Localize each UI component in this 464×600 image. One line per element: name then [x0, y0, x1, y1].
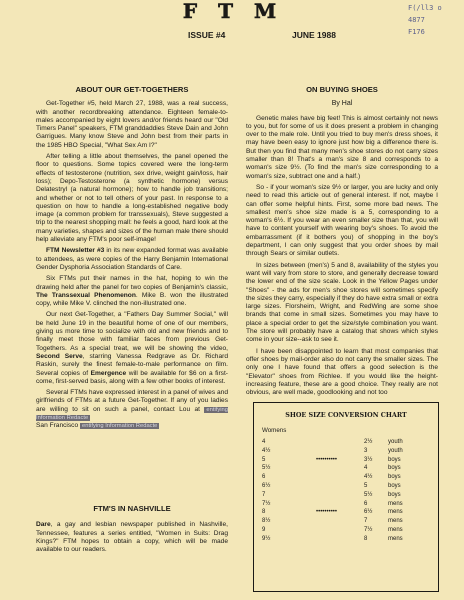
article-heading-shoes: ON BUYING SHOES [306, 85, 378, 94]
chart-column-head: Womens [262, 427, 287, 434]
chart-cell-m: 3 [364, 447, 368, 454]
text-span: San Francisco [36, 422, 79, 430]
chart-cell-dots [316, 535, 364, 544]
bold-title: Second Serve [36, 352, 83, 360]
chart-row [262, 517, 430, 526]
right-column [246, 86, 438, 400]
chart-row [262, 491, 430, 500]
chart-cell-m: 2½ [364, 439, 373, 445]
bold-title: FTM Newsletter #3 [46, 247, 105, 255]
paragraph [36, 389, 228, 430]
redaction-box: entifying Information Redacte [36, 406, 228, 421]
chart-cell-t: boys [388, 482, 401, 489]
chart-row [262, 482, 430, 491]
chart-row [262, 438, 430, 447]
chart-cell-t: boys [388, 465, 401, 472]
paragraph: So - if your woman's size 9½ or larger, you are lucky and only need to read this article out of general interest. If not, maybe I can offer some helpful hints. First, some more bad news. The smallest men's shoe size made is a 5, corresponding to a woman's 6½. If you wear an even smaller size than that, you will have to content yourself with wearing boy's shoes. To avoid the embarrassment (if it bothers you) of shopping in the boy's department, I can only suggest that you order shoes by mail through Sears or similar outlets. [246, 183, 438, 258]
chart-cell-w: 7½ [262, 500, 271, 507]
chart-cell-w: 7 [262, 491, 266, 498]
chart-row [262, 526, 430, 535]
chart-row [262, 464, 430, 473]
text-span: , a gay and lesbian newspaper published in Nashville, Tennessee, features a series entitled, "Women in Suits: Drag Kings?" FTM hopes to obtain a copy, which will be made available to our readers. [36, 521, 228, 554]
paragraph [36, 311, 228, 386]
text-span: . Mike B. won the illustrated copy, while Mike V. clinched the non-illustrated one. [36, 291, 228, 308]
chart-row [262, 500, 430, 509]
text-span: , starring Vanessa Redgrave as Dr. Richard Raskin, surely the finest female-to-male performance on film. Several copies of [36, 352, 228, 377]
chart-cell-dots [316, 482, 364, 491]
masthead-letter-m: M [253, 0, 278, 23]
text-span: will be available for $6 on a first-come, first-served basis, along with a few other books of interest. [36, 369, 228, 385]
bold-title: The Transsexual Phenomenon [36, 291, 136, 299]
chart-cell-w: 8 [262, 509, 266, 516]
chart-cell-dots [316, 473, 364, 482]
chart-cell-t: boys [388, 474, 401, 481]
chart-cell-t: mens [388, 509, 403, 516]
chart-cell-dots [316, 438, 364, 447]
chart-row [262, 456, 430, 465]
text-span: Our next Get-Together, a "Fathers Day Summer Social," will be held June 19 in the beautiful home of one of our members, giving us more time to socialize with old and new friends and to finally meet those with familiar faces from previous Get-Togethers. As a special treat, we will be showing the video, [36, 311, 228, 352]
issue-number: ISSUE #4 [188, 30, 226, 40]
chart-cell-m: 8 [364, 535, 368, 542]
nashville-article [36, 505, 228, 557]
paragraph [36, 521, 228, 554]
bold-title: Dare [36, 521, 51, 529]
chart-cell-w: 9 [262, 526, 266, 533]
chart-row [262, 473, 430, 482]
chart-cell-t: youth [388, 439, 403, 445]
paragraph: Get-Together #5, held March 27, 1988, was a real success, with another recordbreaking attendance. Eighteen female-to-males accompanied by eight lovers and/or friends heard our "Old Timers Panel" speakers, FTM granddaddies Steve Dain and John Garrigues. Many know Steve and John best from their parts in the 1985 HBO Special, "What Sex Am I?" [36, 100, 228, 149]
article-heading-nashville: FTM'S IN NASHVILLE [93, 504, 171, 513]
chart-cell-w: 8½ [262, 518, 271, 525]
chart-cell-t: youth [388, 447, 403, 454]
chart-cell-dots [316, 464, 364, 473]
text-span: in its new expanded format was available to attendees, as were copies of the Harry Benjamin International Gender Dysphoria Association Standards of Care. [36, 247, 228, 271]
chart-cell-t: mens [388, 500, 403, 507]
bold-title: Emergence [90, 369, 127, 377]
masthead-logo [130, 0, 330, 22]
chart-rows [262, 438, 430, 544]
chart-row [262, 447, 430, 456]
issue-date: JUNE 1988 [292, 30, 336, 40]
chart-cell-dots [316, 491, 364, 500]
chart-row [262, 508, 430, 517]
chart-row [262, 535, 430, 544]
chart-cell-m: 6 [364, 500, 368, 507]
shoe-size-chart [253, 402, 439, 592]
chart-cell-t: mens [388, 526, 403, 533]
byline: By Hal [331, 100, 353, 108]
chart-cell-w: 4½ [262, 447, 271, 454]
text-span: Several FTMs have expressed interest in a panel of wives and girlfriends of FTMs at a future Get-Together. If any of you ladies are willing to sit on such a panel, contact Lou at [36, 389, 228, 413]
article-heading-get-togethers: ABOUT OUR GET-TOGETHERS [75, 85, 189, 94]
paragraph: I have been disappointed to learn that most companies that offer shoes by mail-order also do not carry the smaller sizes. The only one I have found that offers a good selection is the "Elevator" shoes from Richlee. If you would like the height-increasing feature, these are a good choice. They really are not obvious, are well made, goodlooking and not too [246, 347, 438, 397]
paragraph [36, 247, 228, 272]
chart-cell-t: mens [388, 535, 403, 542]
chart-cell-w: 6½ [262, 482, 271, 489]
paragraph: Genetic males have big feet! This is almost certainly not news to you, but for some of us it does present a problem in changing over to the male role. Until you tried to buy men's dress shoes, it may have been easy to ignore just how big a difference there is. But then you find that many men's shoe stores do not carry sizes smaller than 8! That's a man's size 8 and corresponds to a woman's size 9½. (To find the man's size corresponding to a woman's size, subtract one and a half.) [246, 114, 438, 180]
chart-cell-m: 3½ [364, 456, 373, 463]
paragraph: In sizes between (men's) 5 and 8, availability of the styles you want will vary from store to store, and generally decrease toward the lower end of the size scale. Look in the Yellow Pages under "Shoes" - the ads for men's shoe stores will sometimes specify the sizes they carry, especially if they do have extra small or extra large sizes. Florsheim, Wright, and RedWing are some shoe brands that come in small sizes. Sometimes you may have to place a special order to get the size/style combination you want. The store will probably have a catalog that shows which styles come in your size--ask to see it. [246, 261, 438, 344]
chart-cell-m: 4 [364, 465, 368, 472]
left-column [36, 86, 228, 434]
chart-cell-w: 4 [262, 439, 266, 445]
handwritten-note: F(/ll3 o [408, 4, 442, 12]
chart-cell-t: mens [388, 518, 403, 525]
chart-cell-dots: •••••••••• [316, 509, 338, 516]
redaction-box: entifying Information Redacte [82, 423, 158, 430]
chart-cell-w: 5 [262, 456, 266, 463]
chart-cell-dots [316, 500, 364, 509]
chart-cell-t: boys [388, 456, 401, 463]
chart-cell-m: 4½ [364, 474, 373, 481]
handwritten-notes [408, 2, 452, 38]
chart-cell-m: 5½ [364, 491, 373, 498]
chart-cell-dots: •••••••••• [316, 456, 338, 463]
chart-cell-dots [316, 526, 364, 535]
paragraph: After telling a little about themselves, the panel opened the floor to questions. Some topics covered were the long-term effects of testosterone (nutrition, sex drive, weight gain/loss, hair loss); Depo-Testosterone (a synthetic hormone) versus Delatestryl (a natural hormone); how to handle job transitions; and whether or not to tell others of your past. In response to a question on how to handle a long-established negative body image (a common problem for transsexuals), Steve suggested a trip to the nearest shopping mall: he feels a good, hard look at the many varieties, shapes and sizes of the human male there should help alleviate any FTM's poor self-image! [36, 153, 228, 244]
chart-title: SHOE SIZE CONVERSION CHART [285, 411, 407, 419]
chart-cell-w: 6 [262, 474, 266, 481]
chart-cell-dots [316, 517, 364, 526]
chart-cell-w: 9½ [262, 535, 271, 542]
handwritten-note: F176 [408, 28, 425, 36]
chart-cell-m: 7 [364, 518, 368, 525]
masthead-letter-t: T [218, 0, 234, 23]
text-span: Six FTMs put their names in the hat, hoping to win the drawing held after the panel for two copies of Benjamin's classic, [36, 275, 228, 291]
chart-cell-w: 5½ [262, 465, 271, 472]
chart-cell-m: 5 [364, 482, 368, 489]
chart-cell-dots [316, 447, 364, 456]
masthead-letter-f: F [182, 0, 199, 23]
chart-cell-t: boys [388, 491, 401, 498]
chart-cell-m: 7½ [364, 526, 373, 533]
chart-cell-m: 6½ [364, 509, 373, 516]
handwritten-note: 4877 [408, 16, 425, 24]
paragraph [36, 275, 228, 308]
